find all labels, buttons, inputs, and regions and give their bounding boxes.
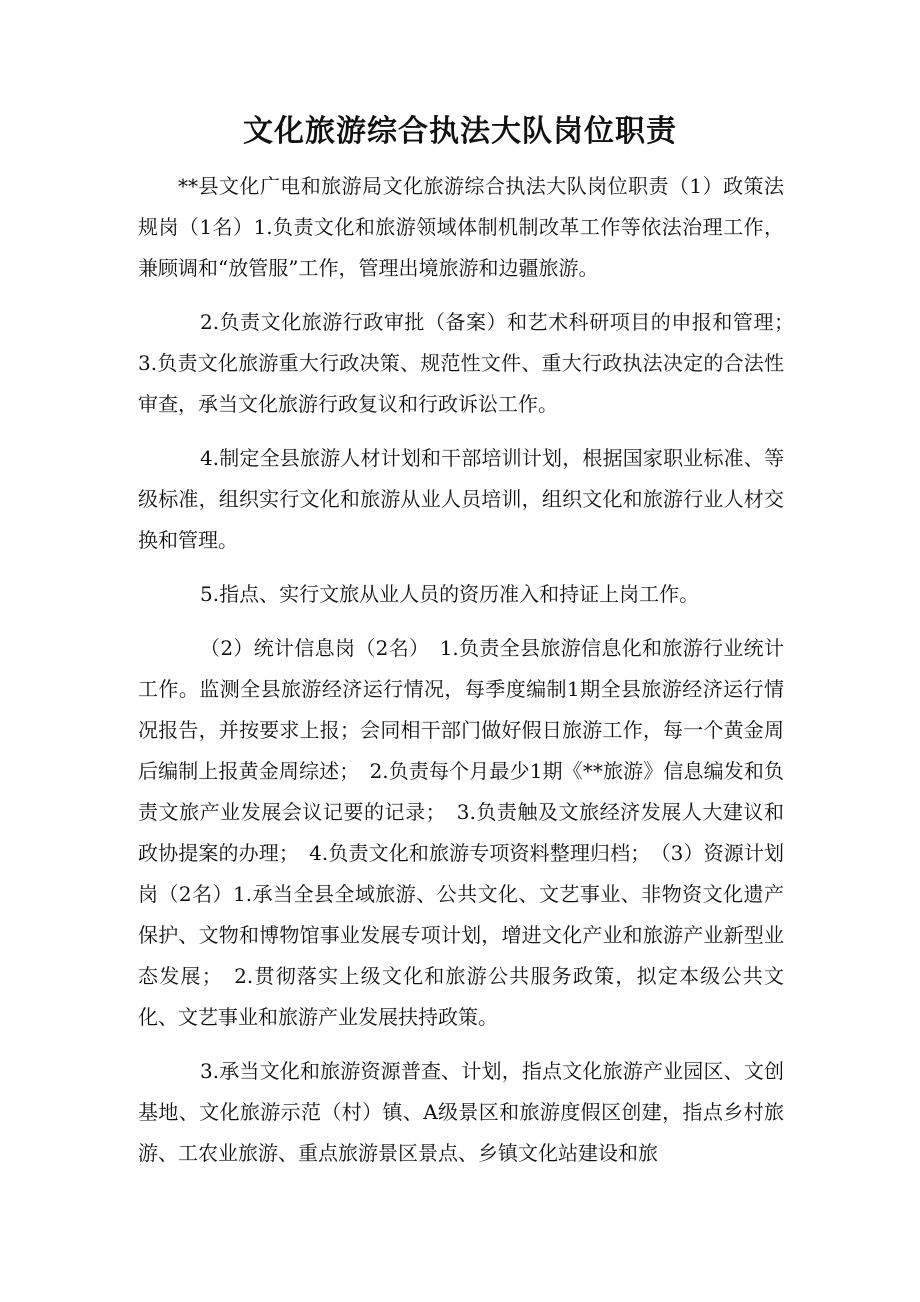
paragraph-2: 2.负责文化旅游行政审批（备案）和艺术科研项目的申报和管理； 3.负责文化旅游重大行政决策、规范性文件、重大行政执法决定的合法性审查，承当文化旅游行政复议和行政诉讼工作。 — [138, 310, 804, 416]
paragraph-4: 5.指点、实行文旅从业人员的资历准入和持证上岗工作。 — [200, 582, 700, 606]
paragraph-5: （2）统计信息岗（2名） 1.负责全县旅游信息化和旅游行业统计工作。监测全县旅游经济运行情况，每季度编制1期全县旅游经济运行情况报告，并按要求上报；会同相干部门做好假日旅游工作，每一个黄金周后编制上报黄金周综述； 2.负责每个月最少1期《**旅游》信息编发和负责文旅产业发展会议记要的记录； 3.负责触及文旅经济发展人大建议和政协提案的办理； 4.负责文化和旅游专项资料整理归档； （3）资源计划岗（2名）1.承当全县全域旅游、公共文化、文艺事业、非物资文化遗产保护、文物和博物馆事业发展专项计划，增进文化产业和旅游产业新型业态发展； 2.贯彻落实上级文化和旅游公共服务政策，拟定本级公共文化、文艺事业和旅游产业发展扶持政策。 — [138, 636, 784, 1029]
paragraph-3: 4.制定全县旅游人材计划和干部培训计划，根据国家职业标准、等级标准，组织实行文化和旅游从业人员培训，组织文化和旅游行业人材交换和管理。 — [138, 446, 784, 552]
document-title: 文化旅游综合执法大队岗位职责 — [243, 114, 677, 149]
paragraph-6: 3.承当文化和旅游资源普查、计划，指点文化旅游产业园区、文创基地、文化旅游示范（村）镇、A级景区和旅游度假区创建，指点乡村旅游、工农业旅游、重点旅游景区景点、乡镇文化站建设和旅 — [138, 1059, 784, 1165]
document-body — [138, 166, 804, 1187]
paragraph-1: **县文化广电和旅游局文化旅游综合执法大队岗位职责（1）政策法规岗（1名）1.负责文化和旅游领域体制机制改革工作等依法治理工作，兼顾调和“放管服”工作，管理出境旅游和边疆旅游。 — [138, 174, 784, 280]
